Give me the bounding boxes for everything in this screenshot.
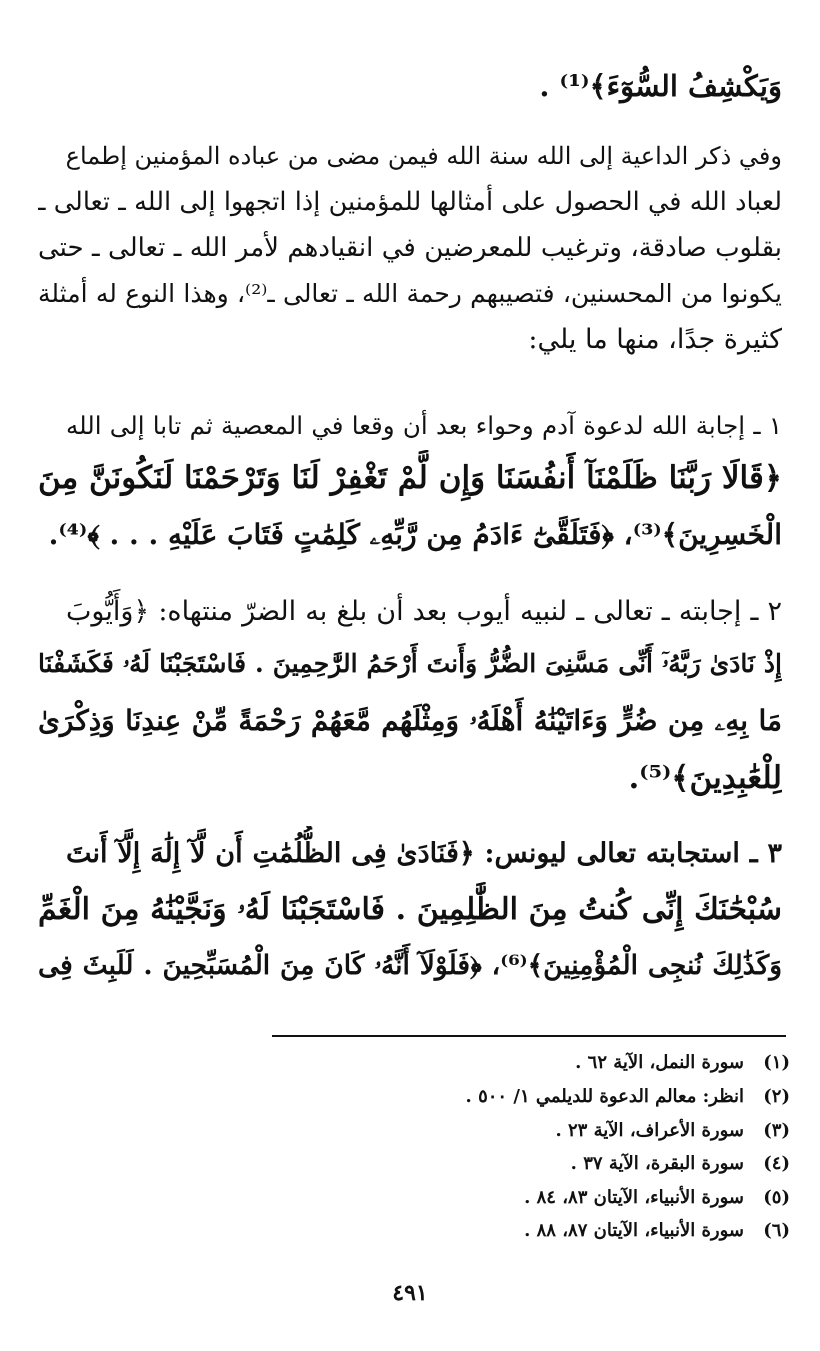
footnote-item [90,1114,790,1148]
verse-line: ﴿قَالَا رَبَّنَا ظَلَمْنَآ أَنفُسَنَا وَإِن لَّمْ تَغْفِرْ لَنَا وَتَرْحَمْنَا لَنَكُونَنَّ مِنَ [38,460,782,496]
footnote-text: سورة الأنبياء، الآيتان ٨٣، ٨٤ . [524,1187,744,1208]
footnote-number: (٥) [763,1187,790,1208]
list-item-2-line: ٢ ـ إجابته ـ تعالى ـ لنبيه أيوب بعد أن بلغ به الضرّ منتهاه: ﴿وَأَيُّوبَ [66,596,782,627]
list-item-1-line: ١ ـ إجابة الله لدعوة آدم وحواء بعد أن وقعا في المعصية ثم تابا إلى الله [66,411,782,440]
footnote-text: انظر: معالم الدعوة للديلمي ١/ ٥٠٠ . [465,1086,744,1107]
paragraph-line: بقلوب صادقة، وترغيب للمعرضين في انقيادهم لأمر الله ـ تعالى ـ حتى [38,233,782,263]
footnote-text: سورة البقرة، الآية ٣٧ . [570,1153,744,1174]
footnote-text: سورة النمل، الآية ٦٢ . [575,1052,744,1073]
footnote-number: (١) [763,1052,790,1073]
footnote-item [90,1080,790,1114]
paragraph-line: كثيرة جدًا، منها ما يلي: [528,324,782,355]
verse-line: الْخَسِرِينَ﴾⁽³⁾، ﴿فَتَلَقَّىٰٓ ءَادَمُ مِن رَّبِّهِۦ كَلِمَٰتٍ فَتَابَ عَلَيْهِ . . . ﴾⁽⁴⁾. [48,518,782,551]
footnote-text: سورة الأنبياء، الآيتان ٨٧، ٨٨ . [524,1220,744,1241]
footnote-number: (٤) [763,1153,790,1174]
paragraph-line: وفي ذكر الداعية إلى الله سنة الله فيمن مضى من عباده المؤمنين إطماع [66,142,782,170]
footnote-item [90,1181,790,1215]
list-item-3-line: ٣ ـ استجابته تعالى ليونس: ﴿فَنَادَىٰ فِى الظُّلُمَٰتِ أَن لَّآ إِلَٰهَ إِلَّآ أَنتَ [66,838,782,869]
verse-continuation-line: وَيَكْشِفُ السُّوٓءَ﴾⁽¹⁾ . [539,69,782,103]
footnote-item [90,1214,790,1248]
footnote-number: (٣) [763,1120,790,1141]
footnote-item [90,1046,790,1080]
footnote-text: سورة الأعراف، الآية ٢٣ . [555,1120,744,1141]
verse-line: مَا بِهِۦ مِن ضُرٍّ وَءَاتَيْنَٰهُ أَهْلَهُۥ وَمِثْلَهُم مَّعَهُمْ رَحْمَةً مِّنْ عِندِنَا وَذِكْرَىٰ [38,704,782,737]
page-number: ٤٩١ [392,1280,428,1306]
footnote-separator [272,1035,786,1037]
paragraph-line: لعباد الله في الحصول على أمثالها للمؤمنين إذا اتجهوا إلى الله ـ تعالى ـ [38,187,782,217]
verse-line: لِلْعَٰبِدِينَ﴾⁽⁵⁾. [628,760,782,796]
paragraph-line: يكونوا من المحسنين، فتصيبهم رحمة الله ـ تعالى ـ⁽²⁾، وهذا النوع له أمثلة [38,279,782,308]
footnote-item [90,1147,790,1181]
verse-line: إِذْ نَادَىٰ رَبَّهُۥٓ أَنِّى مَسَّنِىَ الضُّرُّ وَأَنتَ أَرْحَمُ الرَّٰحِمِينَ . فَاسْتَجَبْنَا لَهُۥ فَكَشَفْنَا [38,649,782,678]
footnote-number: (٦) [763,1220,790,1241]
verse-line: سُبْحَٰنَكَ إِنِّى كُنتُ مِنَ الظَّٰلِمِينَ . فَاسْتَجَبْنَا لَهُۥ وَنَجَّيْنَٰهُ مِنَ الْغَمِّ [38,892,782,927]
verse-line: وَكَذَٰلِكَ نُنجِى الْمُؤْمِنِينَ﴾⁽⁶⁾، ﴿فَلَوْلَآ أَنَّهُۥ كَانَ مِنَ الْمُسَبِّحِينَ . لَلَبِثَ فِى [38,950,782,981]
footnote-number: (٢) [763,1086,790,1107]
